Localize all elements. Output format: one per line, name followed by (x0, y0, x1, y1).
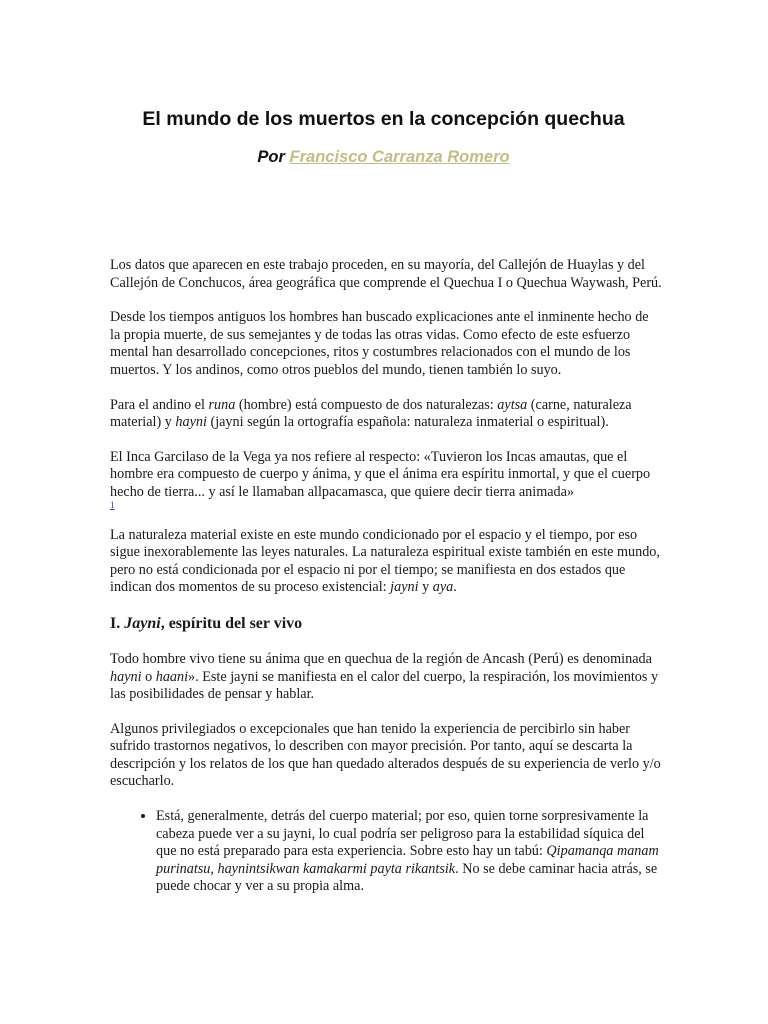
text-span: (hombre) está compuesto de dos naturalezas: (235, 396, 498, 413)
paragraph-ancient-times: Desde los tiempos antiguos los hombres han buscado explicaciones ante el inminente hecho de la propia muerte, de sus semejantes y de todas las otras vidas. Como efecto de este esfuerzo mental han desarrollado concepciones, ritos y costumbres relacionados con el mundo de los muertos. Y los andinos, como otros pueblos del mundo, tienen también lo suyo. (110, 309, 649, 378)
paragraph-anima (110, 651, 662, 704)
text-span: o (141, 668, 156, 685)
bullet-list (110, 808, 662, 896)
paragraph-material-nature (110, 527, 662, 597)
section-heading (110, 614, 662, 634)
italic-term-hayni: hayni (110, 668, 142, 685)
text-span: (jayni según la ortografía española: naturaleza inmaterial o espiritual). (206, 414, 609, 431)
heading-italic: Jayni (124, 614, 161, 632)
italic-quechua-quote: Qipamanqa manam purinatsu, haynintsikwan kamakarmi payta rikantsik (156, 843, 659, 877)
byline (110, 146, 657, 168)
paragraph-runa (110, 397, 662, 432)
text-span: El Inca Garcilaso de la Vega ya nos refiere al respecto: «Tuvieron los Incas amautas, que el hombre era compuesto de cuerpo y ánima, y que el ánima era espíritu inmortal, y que el cuerpo hecho de tierra... y así le llamaban allpacamasca, que quiere decir tierra animada» (110, 448, 651, 500)
document-body (110, 257, 662, 896)
heading-number: I. (110, 614, 125, 632)
text-span: Todo hombre vivo tiene su ánima que en quechua de la región de Ancash (Perú) es denominada (110, 650, 652, 667)
italic-term-haani: haani (155, 668, 189, 685)
italic-term-aya: aya (432, 579, 454, 596)
italic-term-jayni: jayni (390, 579, 419, 596)
italic-term-runa: runa (208, 396, 236, 413)
paragraph-intro: Los datos que aparecen en este trabajo proceden, en su mayoría, del Callejón de Huaylas y del Callejón de Conchucos, área geográfica que comprende el Quechua I o Quechua Waywash, Perú. (110, 257, 662, 291)
text-span: ». Este jayni se manifiesta en el calor del cuerpo, la respiración, los movimientos y las posibilidades de pensar y hablar. (110, 668, 659, 703)
paragraph-privileged: Algunos privilegiados o excepcionales que han tenido la experiencia de percibirlo sin haber sufrido trastornos negativos, lo describen con mayor precisión. Por tanto, aquí se descarta la descripción y los relatos de los que han quedado alterados después de su experiencia de verlo y/o escucharlo. (110, 720, 661, 790)
text-span: . No se debe caminar hacia atrás, se puede chocar y ver a su propia alma. (156, 860, 658, 895)
text-span: Está, generalmente, detrás del cuerpo material; por eso, quien torne sorpresivamente la cabeza puede ver a su jayni, lo cual podría ser peligroso para la estabilidad síquica del que no está preparado para esta experiencia. Sobre esto hay un tabú: (156, 808, 649, 860)
footnote-link[interactable]: 1 (110, 499, 115, 510)
text-span: . (453, 579, 457, 596)
text-span: La naturaleza material existe en este mundo condicionado por el espacio y el tiempo, por eso sigue inexorablemente las leyes naturales. La naturaleza espiritual existe también en este mundo, pero no está condicionada por el espacio ni por el tiempo; se manifiesta en dos estados que indican dos momentos de su proceso existencial: (110, 526, 660, 596)
byline-prefix: Por (257, 148, 285, 166)
author-link[interactable]: Francisco Carranza Romero (289, 148, 510, 166)
text-span: Para el andino el (110, 396, 209, 413)
list-item (156, 808, 662, 896)
italic-term-hayni: hayni (175, 414, 207, 431)
italic-term-aytsa: aytsa (497, 396, 528, 413)
heading-rest: , espíritu del ser vivo (160, 614, 303, 632)
paragraph-garcilaso (110, 449, 662, 510)
document-title: El mundo de los muertos en la concepción quechua (142, 108, 625, 130)
text-span: y (418, 579, 433, 596)
text-span: (carne, naturaleza material) y (110, 396, 632, 431)
